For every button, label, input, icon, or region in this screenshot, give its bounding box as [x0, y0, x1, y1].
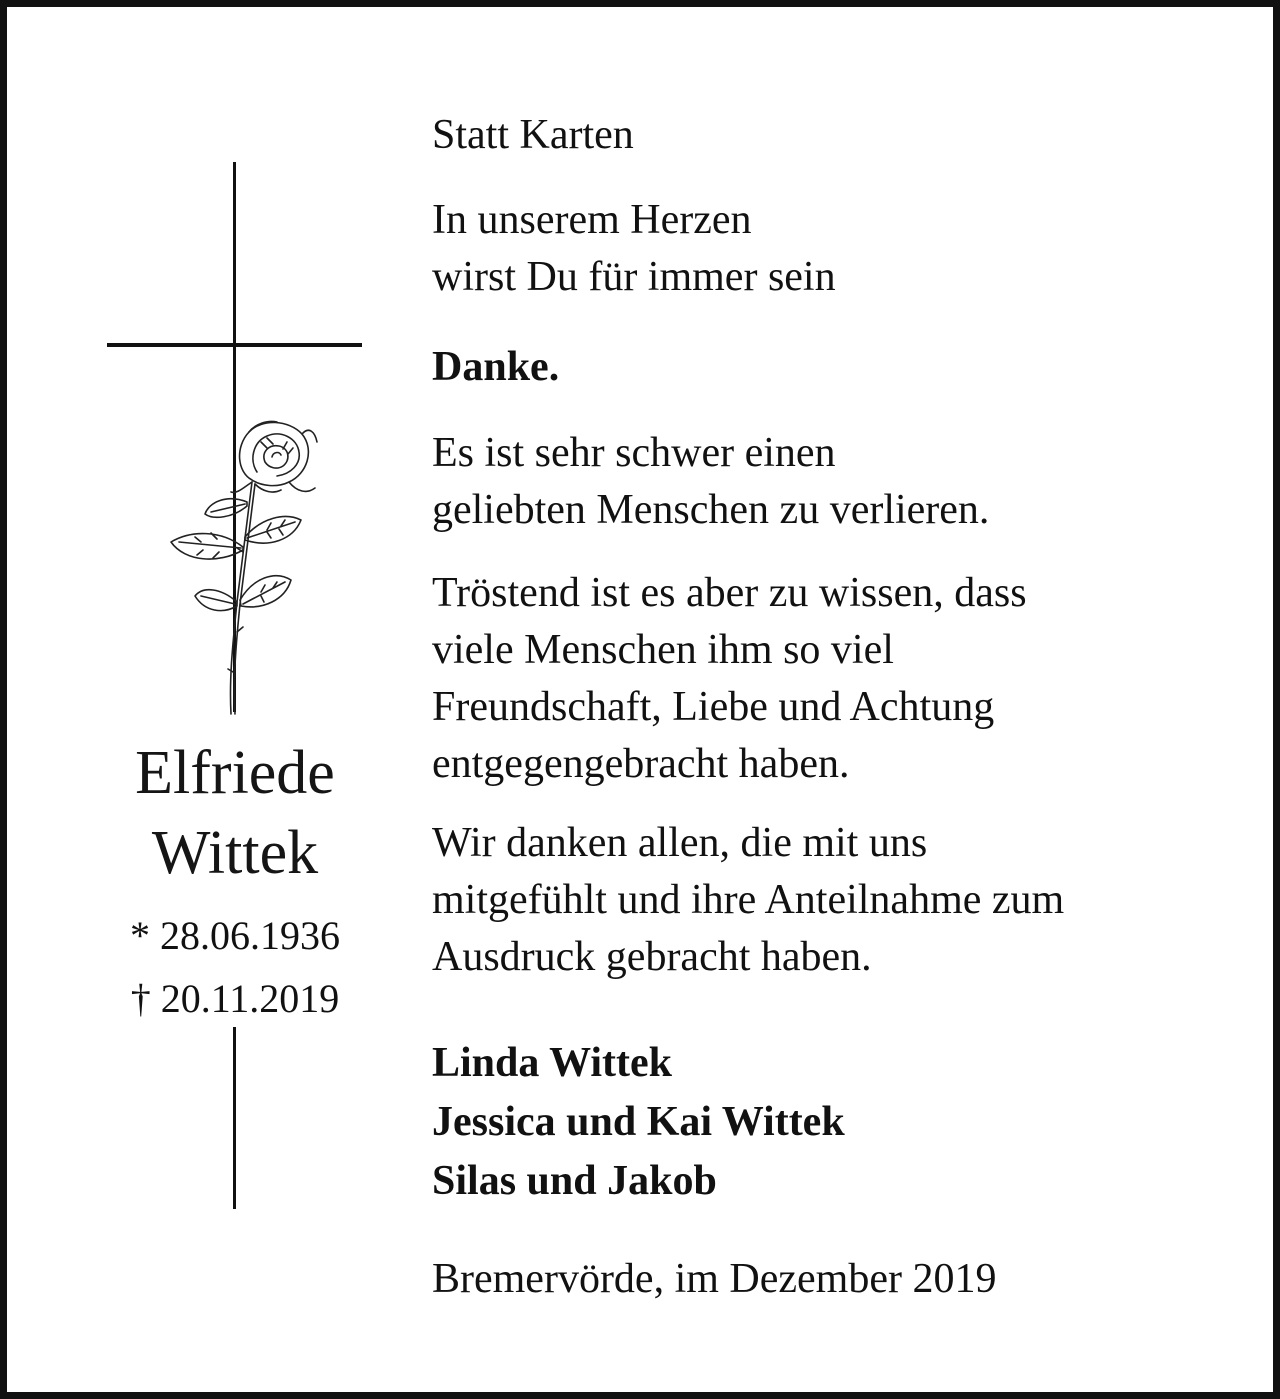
signatory: Linda Wittek — [432, 1040, 673, 1086]
verse-line: In unserem Herzen — [432, 197, 752, 243]
signatories — [432, 1034, 845, 1211]
paragraph-line: Freundschaft, Liebe und Achtung — [432, 684, 995, 730]
life-dates — [97, 904, 373, 1030]
signatory: Jessica und Kai Wittek — [432, 1099, 845, 1145]
cross-horizontal-beam — [107, 343, 362, 347]
paragraph-line: entgegengebracht haben. — [432, 741, 850, 787]
paragraph-line: viele Menschen ihm so viel — [432, 627, 894, 673]
cross-vertical-bottom — [233, 1027, 236, 1209]
paragraph-line: Es ist sehr schwer einen — [432, 430, 836, 476]
death-date: † 20.11.2019 — [130, 976, 340, 1021]
place-and-date: Bremervörde, im Dezember 2019 — [432, 1256, 997, 1302]
paragraph-loss — [432, 425, 989, 539]
paragraph-line: Wir danken allen, die mit uns — [432, 820, 928, 866]
paragraph-line: geliebten Menschen zu verlieren. — [432, 487, 990, 533]
deceased-name — [87, 733, 383, 893]
deceased-last-name: Wittek — [151, 819, 319, 887]
rose-icon — [157, 402, 327, 717]
signatory: Silas und Jakob — [432, 1158, 717, 1204]
paragraph-gratitude — [432, 815, 1064, 986]
verse-line: wirst Du für immer sein — [432, 254, 836, 300]
paragraph-line: Ausdruck gebracht haben. — [432, 934, 872, 980]
thanks-heading: Danke. — [432, 344, 560, 390]
birth-date: * 28.06.1936 — [130, 913, 340, 958]
paragraph-line: mitgefühlt und ihre Anteilnahme zum — [432, 877, 1065, 923]
verse — [432, 192, 836, 306]
deceased-first-name: Elfriede — [135, 739, 335, 807]
paragraph-line: Tröstend ist es aber zu wissen, dass — [432, 570, 1027, 616]
paragraph-comfort — [432, 565, 1027, 793]
header-statt-karten: Statt Karten — [432, 112, 634, 158]
